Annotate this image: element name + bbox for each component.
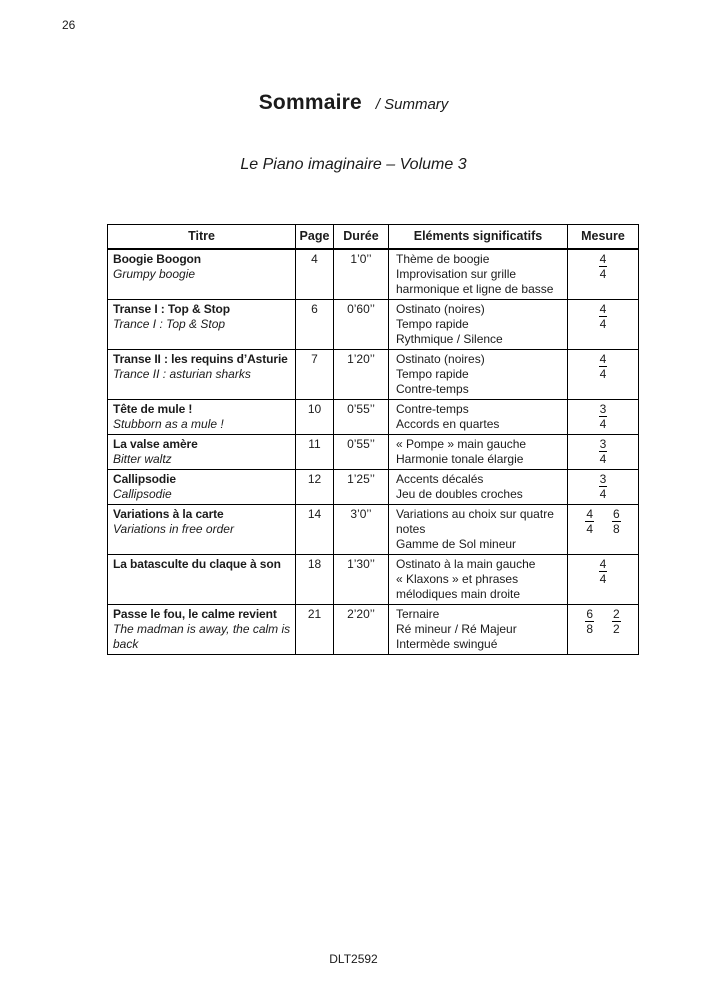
- cell-page: 7: [296, 350, 334, 400]
- cell-duration: 1’30’’: [334, 555, 389, 605]
- table-row: [108, 555, 639, 605]
- cell-title: [108, 249, 296, 300]
- title-french: Transe II : les requins d’Asturie: [113, 352, 288, 366]
- cell-page: 10: [296, 400, 334, 435]
- element-item: Ostinato à la main gauche: [396, 557, 536, 571]
- cell-title: [108, 400, 296, 435]
- cell-elements: [389, 300, 568, 350]
- element-item: Intermède swingué: [396, 637, 498, 651]
- column-header: Mesure: [568, 225, 639, 250]
- time-signature: 4 4: [599, 352, 607, 381]
- cell-page: 6: [296, 300, 334, 350]
- table-body: [108, 249, 639, 655]
- cell-elements: [389, 400, 568, 435]
- element-item: Jeu de doubles croches: [396, 487, 523, 501]
- title-translation: / Summary: [375, 96, 449, 113]
- title-french: Boogie Boogon: [113, 252, 202, 266]
- volume-subtitle: Le Piano imaginaire – Volume 3: [240, 156, 467, 173]
- cell-measure: [568, 249, 639, 300]
- cell-page: 12: [296, 470, 334, 505]
- cell-duration: 1’25’’: [334, 470, 389, 505]
- title-english: Grumpy boogie: [113, 267, 196, 281]
- time-signature: 4 4: [586, 507, 593, 536]
- time-signature: 4 4: [599, 557, 607, 586]
- cell-duration: 0’60’’: [334, 300, 389, 350]
- time-signatures: [570, 607, 636, 637]
- cell-duration: 1’20’’: [334, 350, 389, 400]
- table-row: [108, 350, 639, 400]
- table-row: [108, 300, 639, 350]
- title-french: Transe I : Top & Stop: [113, 302, 231, 316]
- table-header-row: [108, 225, 639, 250]
- cell-title: [108, 555, 296, 605]
- element-item: Ostinato (noires): [396, 302, 485, 316]
- title-french: La valse amère: [113, 437, 198, 451]
- title-english: Stubborn as a mule !: [113, 417, 224, 431]
- page-number: 26: [62, 18, 76, 32]
- element-item: Ternaire: [396, 607, 440, 621]
- cell-page: 21: [296, 605, 334, 655]
- time-signature: 4 4: [599, 252, 607, 281]
- cell-title: [108, 605, 296, 655]
- cell-measure: [568, 505, 639, 555]
- cell-measure: [568, 605, 639, 655]
- cell-elements: [389, 605, 568, 655]
- title-english: Trance I : Top & Stop: [113, 317, 226, 331]
- page-title: [0, 80, 707, 117]
- element-item: Ré mineur / Ré Majeur: [396, 622, 517, 636]
- cell-title: [108, 505, 296, 555]
- cell-page: 14: [296, 505, 334, 555]
- cell-elements: [389, 435, 568, 470]
- element-item: Tempo rapide: [396, 317, 469, 331]
- column-header: Titre: [108, 225, 296, 250]
- contents-table: [107, 224, 639, 655]
- table-row: [108, 605, 639, 655]
- element-item: Variations au choix sur quatre notes: [396, 507, 554, 536]
- title-french: Tête de mule !: [113, 402, 193, 416]
- cell-duration: 3’0’’: [334, 505, 389, 555]
- cell-measure: [568, 555, 639, 605]
- title-french: Passe le fou, le calme revient: [113, 607, 277, 621]
- element-item: Rythmique / Silence: [396, 332, 503, 346]
- time-signature: 3 4: [599, 402, 607, 431]
- title-english: Bitter waltz: [113, 452, 172, 466]
- element-item: Accords en quartes: [396, 417, 500, 431]
- element-item: Contre-temps: [396, 402, 469, 416]
- cell-elements: [389, 350, 568, 400]
- cell-measure: [568, 400, 639, 435]
- title-english: Callipsodie: [113, 487, 172, 501]
- cell-page: 18: [296, 555, 334, 605]
- element-item: Accents décalés: [396, 472, 484, 486]
- time-signatures: [570, 557, 636, 587]
- cell-page: 11: [296, 435, 334, 470]
- element-item: Gamme de Sol mineur: [396, 537, 517, 551]
- element-item: Contre-temps: [396, 382, 469, 396]
- element-item: Ostinato (noires): [396, 352, 485, 366]
- cell-elements: [389, 249, 568, 300]
- table-row: [108, 400, 639, 435]
- cell-measure: [568, 470, 639, 505]
- table-row: [108, 435, 639, 470]
- time-signatures: [570, 507, 636, 537]
- time-signature: 3 4: [599, 472, 607, 501]
- time-signatures: [570, 437, 636, 467]
- title-english: Trance II : asturian sharks: [113, 367, 251, 381]
- column-header: Eléments significatifs: [389, 225, 568, 250]
- time-signature: 3 4: [599, 437, 607, 466]
- cell-elements: [389, 470, 568, 505]
- element-item: Thème de boogie: [396, 252, 490, 266]
- table-row: [108, 505, 639, 555]
- cell-measure: [568, 435, 639, 470]
- table-row: [108, 470, 639, 505]
- element-item: « Pompe » main gauche: [396, 437, 527, 451]
- time-signature: 2 2: [613, 607, 620, 636]
- time-signatures: [570, 402, 636, 432]
- time-signatures: [570, 302, 636, 332]
- element-item: « Klaxons » et phrases mélodiques main droite: [396, 572, 521, 601]
- cell-title: [108, 435, 296, 470]
- cell-page: 4: [296, 249, 334, 300]
- cell-duration: 0’55’’: [334, 400, 389, 435]
- time-signatures: [570, 472, 636, 502]
- footer-reference: DLT2592: [329, 952, 378, 966]
- cell-title: [108, 470, 296, 505]
- cell-measure: [568, 300, 639, 350]
- table-row: [108, 249, 639, 300]
- title-english: Variations in free order: [113, 522, 234, 536]
- cell-duration: 1’0’’: [334, 249, 389, 300]
- title-french: Callipsodie: [113, 472, 176, 486]
- element-item: Tempo rapide: [396, 367, 469, 381]
- title-main: Sommaire: [258, 91, 362, 114]
- time-signatures: [570, 252, 636, 282]
- cell-title: [108, 300, 296, 350]
- cell-title: [108, 350, 296, 400]
- cell-duration: 2’20’’: [334, 605, 389, 655]
- cell-duration: 0’55’’: [334, 435, 389, 470]
- column-header: Durée: [334, 225, 389, 250]
- time-signature: 4 4: [599, 302, 607, 331]
- title-french: La batasculte du claque à son: [113, 557, 281, 571]
- time-signature: 6 8: [586, 607, 593, 636]
- time-signature: 6 8: [613, 507, 620, 536]
- cell-measure: [568, 350, 639, 400]
- title-english: The madman is away, the calm is back: [113, 622, 291, 651]
- cell-elements: [389, 505, 568, 555]
- element-item: Harmonie tonale élargie: [396, 452, 524, 466]
- title-french: Variations à la carte: [113, 507, 224, 521]
- cell-elements: [389, 555, 568, 605]
- time-signatures: [570, 352, 636, 382]
- column-header: Page: [296, 225, 334, 250]
- element-item: Improvisation sur grille harmonique et ligne de basse: [396, 267, 554, 296]
